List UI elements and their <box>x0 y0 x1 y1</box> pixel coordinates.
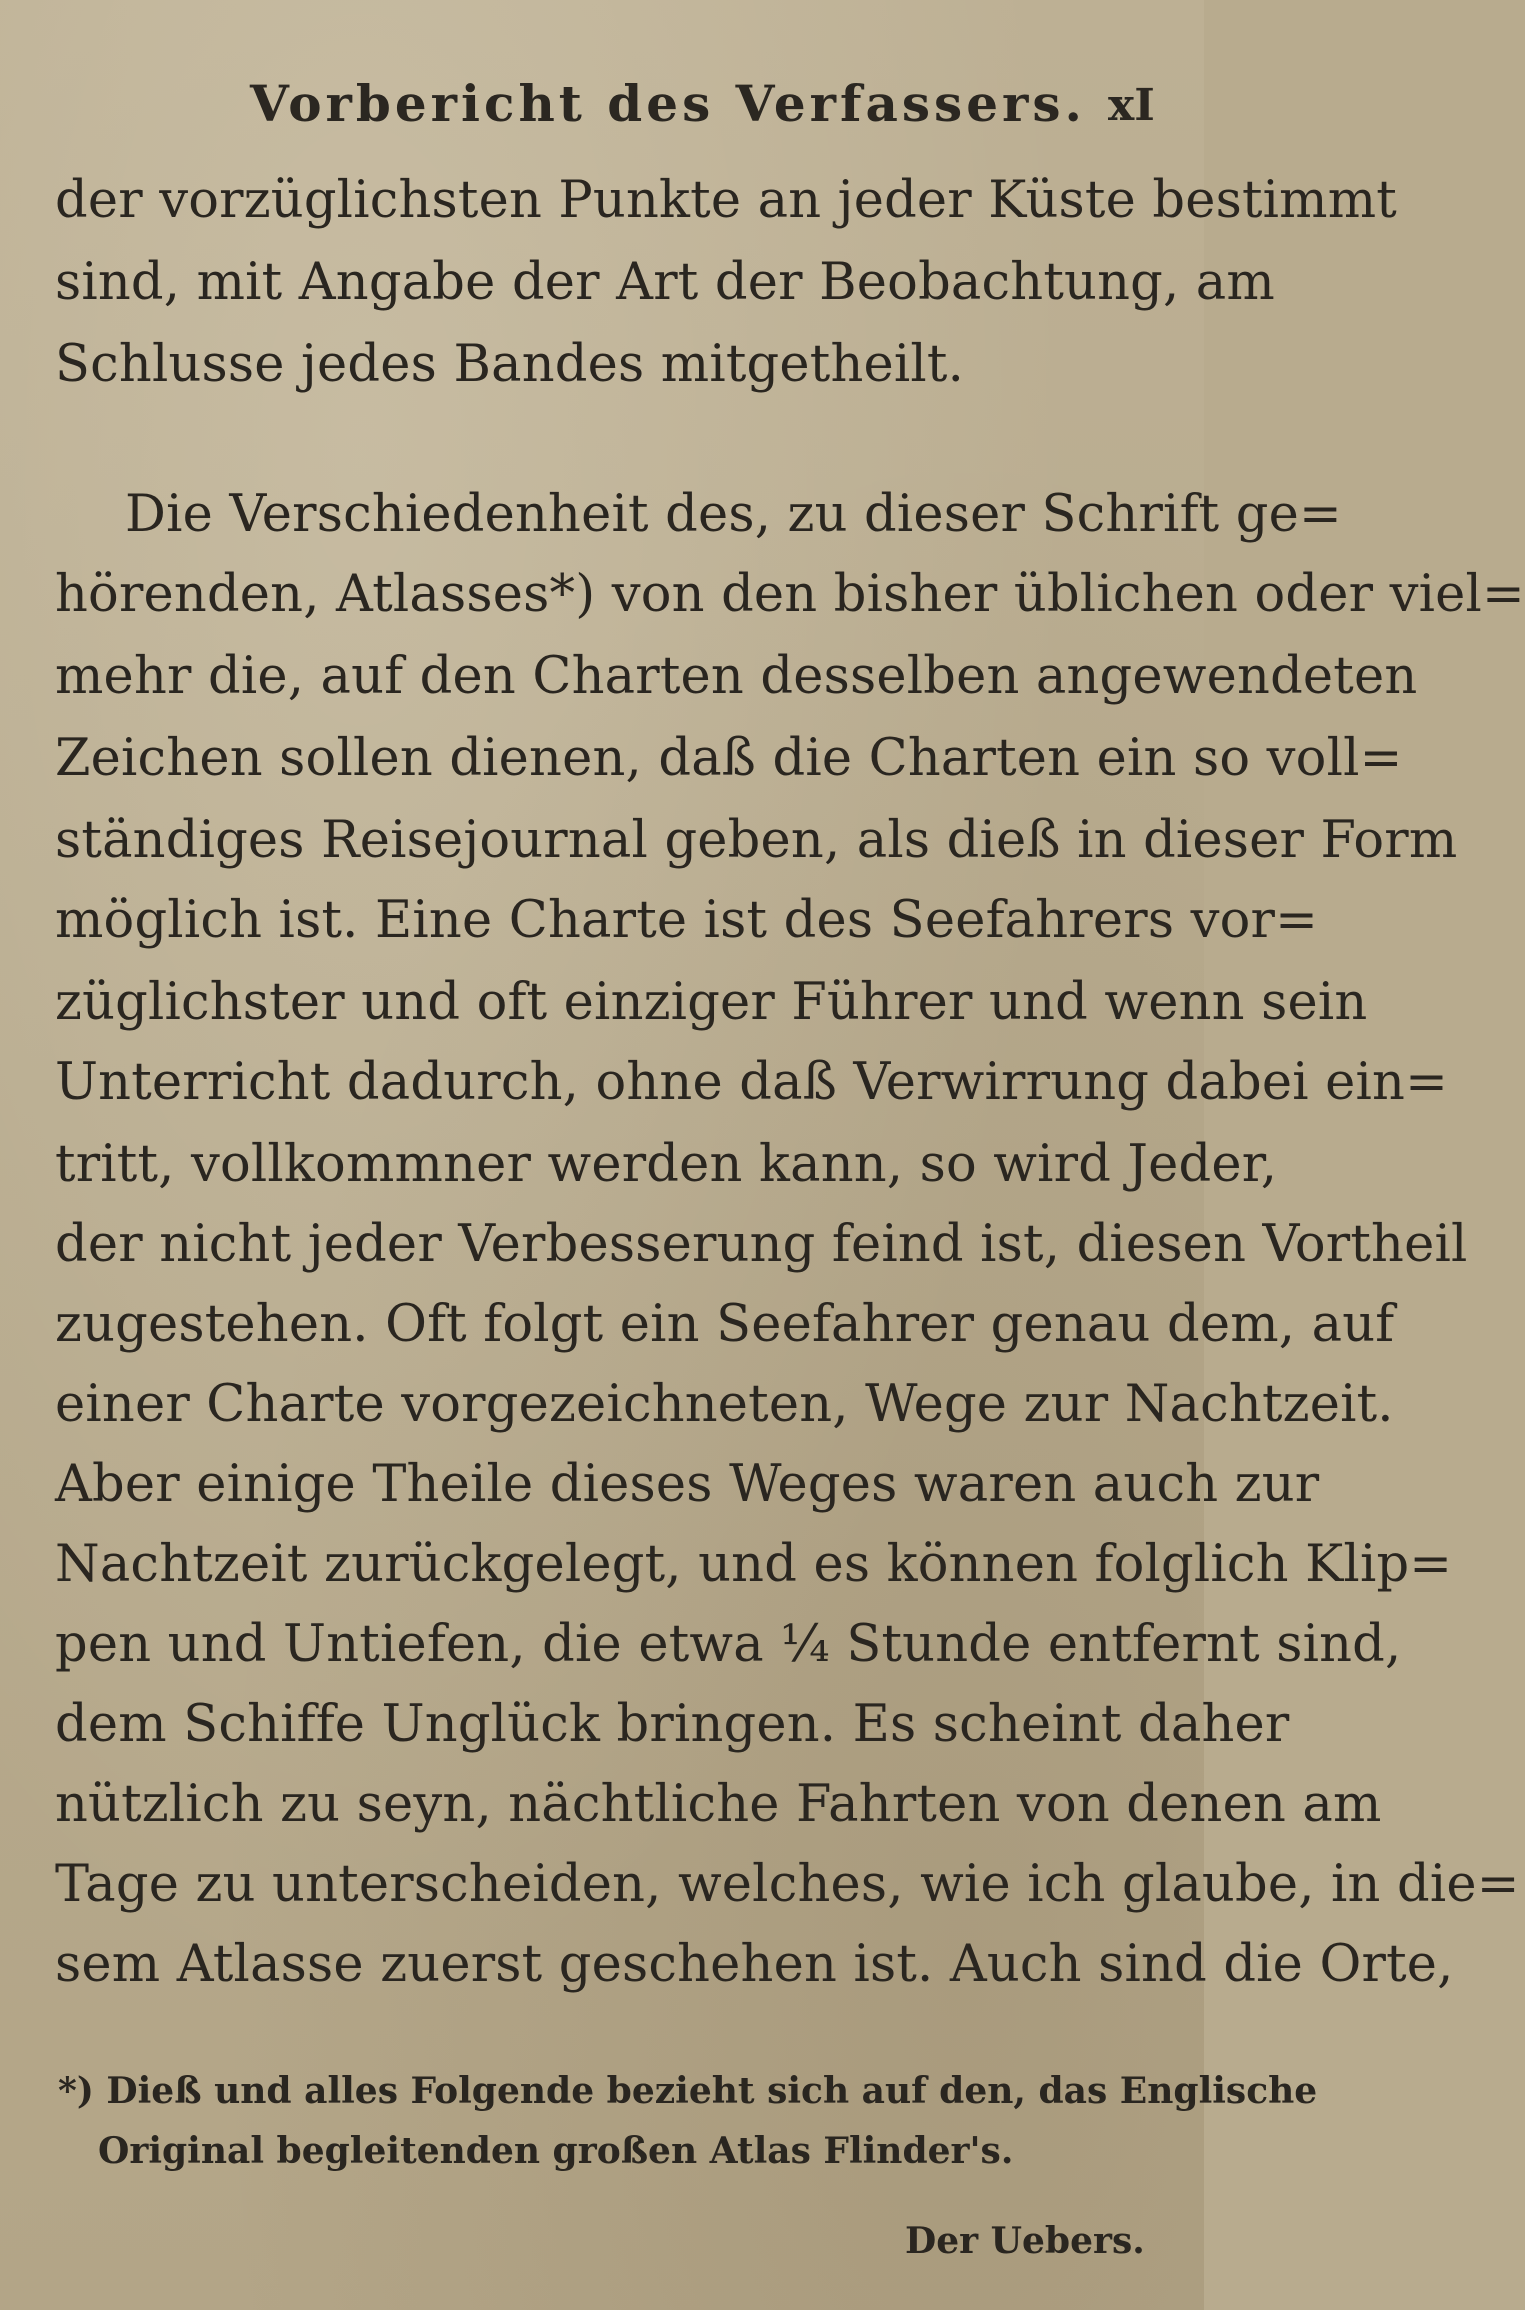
text-line: zugestehen. Oft folgt ein Seefahrer genau dem, auf <box>55 1295 1395 1354</box>
text-line: Zeichen sollen dienen, daß die Charten ein so voll= <box>55 729 1403 788</box>
text-line: der nicht jeder Verbesserung feind ist, diesen Vortheil <box>55 1215 1468 1274</box>
text-line: der vorzüglichsten Punkte an jeder Küste bestimmt <box>55 171 1398 230</box>
text-line: sem Atlasse zuerst geschehen ist. Auch sind die Orte, <box>55 1935 1454 1994</box>
footnote-line: *) Dieß und alles Folgende bezieht sich auf den, das Englische <box>58 2070 1318 2112</box>
text-line: ständiges Reisejournal geben, als dieß in dieser Form <box>55 811 1458 870</box>
text-line: sind, mit Angabe der Art der Beobachtung, am <box>55 253 1275 312</box>
text-line: nützlich zu seyn, nächtliche Fahrten von denen am <box>55 1775 1382 1834</box>
text-line: hörenden, Atlasses*) von den bisher üblichen oder viel= <box>55 565 1525 624</box>
text-line: möglich ist. Eine Charte ist des Seefahrers vor= <box>55 891 1319 950</box>
text-line: dem Schiffe Unglück bringen. Es scheint daher <box>55 1695 1290 1754</box>
text-line: Schlusse jedes Bandes mitgetheilt. <box>55 335 965 394</box>
text-line: Aber einige Theile dieses Weges waren auch zur <box>55 1455 1320 1514</box>
translator-signature: Der Uebers. <box>905 2220 1145 2262</box>
page-header <box>0 62 1204 142</box>
text-line: Tage zu unterscheiden, welches, wie ich glaube, in die= <box>55 1855 1520 1914</box>
text-line: pen und Untiefen, die etwa ¼ Stunde entfernt sind, <box>55 1615 1402 1674</box>
text-line: züglichster und oft einziger Führer und wenn sein <box>55 973 1368 1032</box>
text-line: tritt, vollkommner werden kann, so wird Jeder, <box>55 1135 1278 1194</box>
text-line: einer Charte vorgezeichneten, Wege zur Nachtzeit. <box>55 1375 1394 1434</box>
running-head: Vorbericht des Verfassers. <box>250 74 1086 133</box>
page-number: xI <box>1108 80 1155 131</box>
text-line: mehr die, auf den Charten desselben angewendeten <box>55 647 1418 706</box>
text-line: Unterricht dadurch, ohne daß Verwirrung dabei ein= <box>55 1053 1449 1112</box>
text-line: Die Verschiedenheit des, zu dieser Schrift ge= <box>125 485 1342 544</box>
footnote-line: Original begleitenden großen Atlas Flinder's. <box>98 2130 1014 2172</box>
text-line: Nachtzeit zurückgelegt, und es können folglich Klip= <box>55 1535 1453 1594</box>
